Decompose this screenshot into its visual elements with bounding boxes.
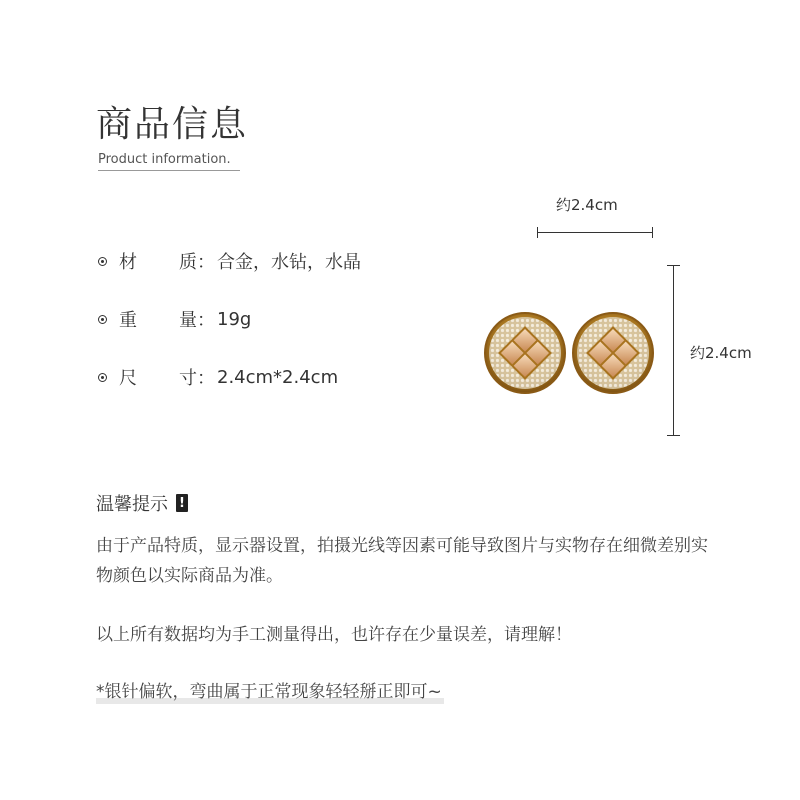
width-dimension-line xyxy=(537,232,653,233)
notice-note: *银针偏软，弯曲属于正常现象轻轻掰正即可~ xyxy=(96,682,442,702)
spec-value: 19g xyxy=(217,308,252,330)
spec-key xyxy=(119,306,215,332)
spec-value: 合金，水钻，水晶 xyxy=(217,252,361,273)
spec-row-material xyxy=(98,248,361,274)
width-dimension-tick-right xyxy=(652,227,653,238)
notice-paragraph-2: 以上所有数据均为手工测量得出，也许存在少量误差，请理解！ xyxy=(96,625,572,645)
spec-key-second: 质： xyxy=(179,252,215,273)
spec-key-second: 量： xyxy=(179,310,215,331)
bullet-icon xyxy=(98,373,107,382)
spec-key-first: 重 xyxy=(119,310,137,331)
bullet-icon xyxy=(98,315,107,324)
page-subtitle: Product information. xyxy=(98,152,240,171)
spec-key-second: 寸： xyxy=(179,368,215,389)
spec-row-size xyxy=(98,364,338,390)
height-dimension-label: 约2.4cm xyxy=(690,344,752,362)
height-dimension-tick-bottom xyxy=(667,435,680,436)
earrings-image xyxy=(480,308,660,398)
notice-heading xyxy=(96,490,188,516)
height-dimension-line xyxy=(673,265,674,436)
spec-key xyxy=(119,364,215,390)
exclamation-icon: ! xyxy=(176,494,188,512)
earring-right xyxy=(573,313,653,393)
notice-heading-text: 温馨提示 xyxy=(96,494,168,515)
notice-paragraph-1: 由于产品特质，显示器设置，拍摄光线等因素可能导致图片与实物存在细微差别实物颜色以实际商品为准。 xyxy=(96,536,708,586)
spec-value: 2.4cm*2.4cm xyxy=(217,366,339,388)
spec-row-weight xyxy=(98,306,251,332)
width-dimension-label: 约2.4cm xyxy=(556,196,618,214)
spec-key-first: 尺 xyxy=(119,368,137,389)
bullet-icon xyxy=(98,257,107,266)
height-dimension-tick-top xyxy=(667,265,680,266)
spec-key xyxy=(119,248,215,274)
spec-key-first: 材 xyxy=(119,252,137,273)
earring-left xyxy=(485,313,565,393)
width-dimension-tick-left xyxy=(537,227,538,238)
page-title: 商品信息 xyxy=(96,104,249,145)
